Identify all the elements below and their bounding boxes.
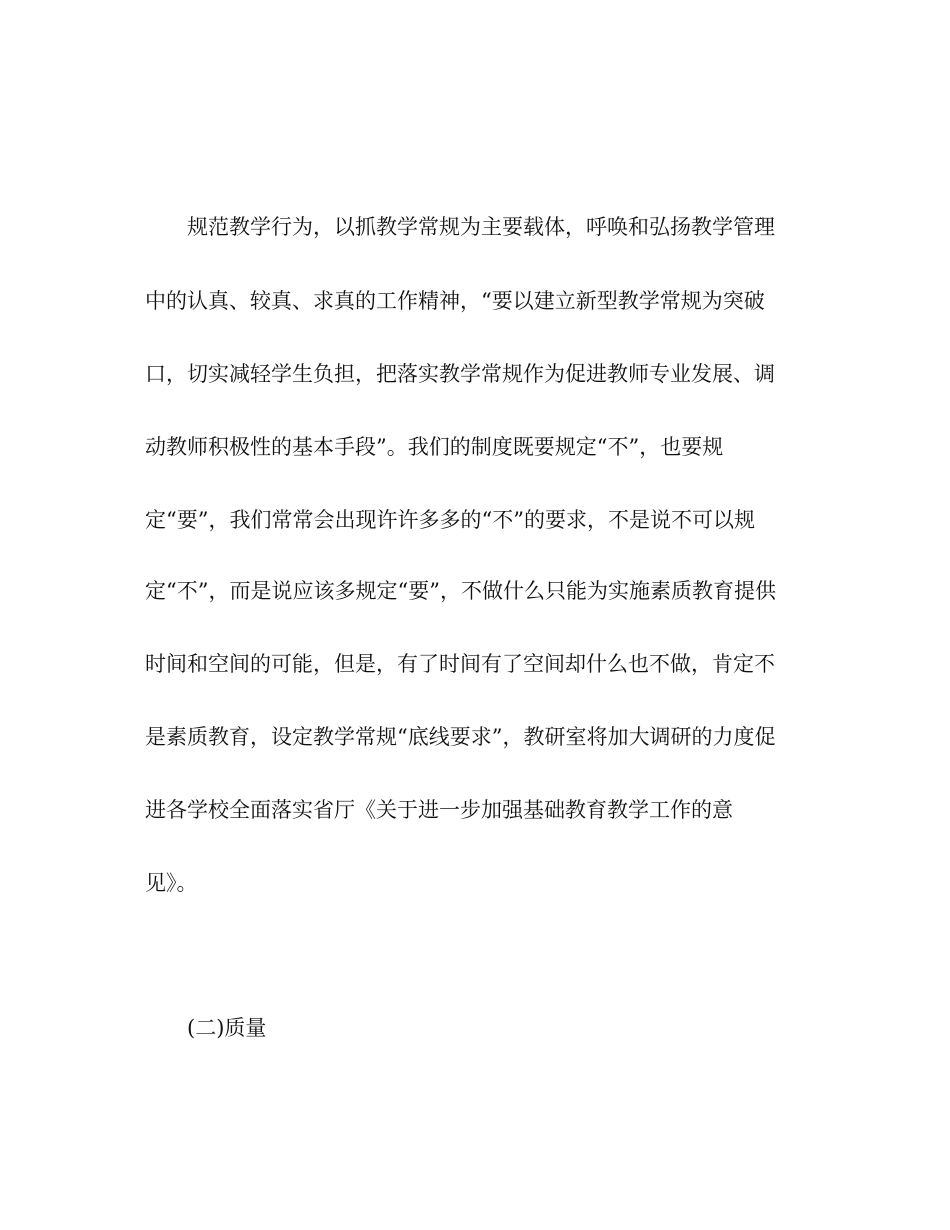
section-heading: (二)质量 <box>187 1016 267 1040</box>
paragraph-line: 动教师积极性的基本手段”。我们的制度既要规定“不”，也要规 <box>145 435 724 459</box>
paragraph-line: 定“要”，我们常常会出现许许多多的“不”的要求，不是说不可以规 <box>145 508 755 532</box>
paragraph-line: 定“不”，而是说应该多规定“要”，不做什么只能为实施素质教育提供 <box>145 579 776 603</box>
paragraph-line: 时间和空间的可能，但是，有了时间有了空间却什么也不做，肯定不 <box>145 652 775 676</box>
paragraph-line: 进各学校全面落实省厅《关于进一步加强基础教育教学工作的意 <box>145 798 733 822</box>
paragraph-line: 中的认真、较真、求真的工作精神，“要以建立新型教学常规为突破 <box>145 289 765 313</box>
paragraph-line: 口，切实减轻学生负担，把落实教学常规作为促进教师专业发展、调 <box>145 362 775 386</box>
paragraph-line: 是素质教育，设定教学常规“底线要求”，教研室将加大调研的力度促 <box>145 725 776 749</box>
paragraph-line: 见》。 <box>145 871 198 895</box>
paragraph-line: 规范教学行为，以抓教学常规为主要载体，呼唤和弘扬教学管理 <box>187 215 775 239</box>
